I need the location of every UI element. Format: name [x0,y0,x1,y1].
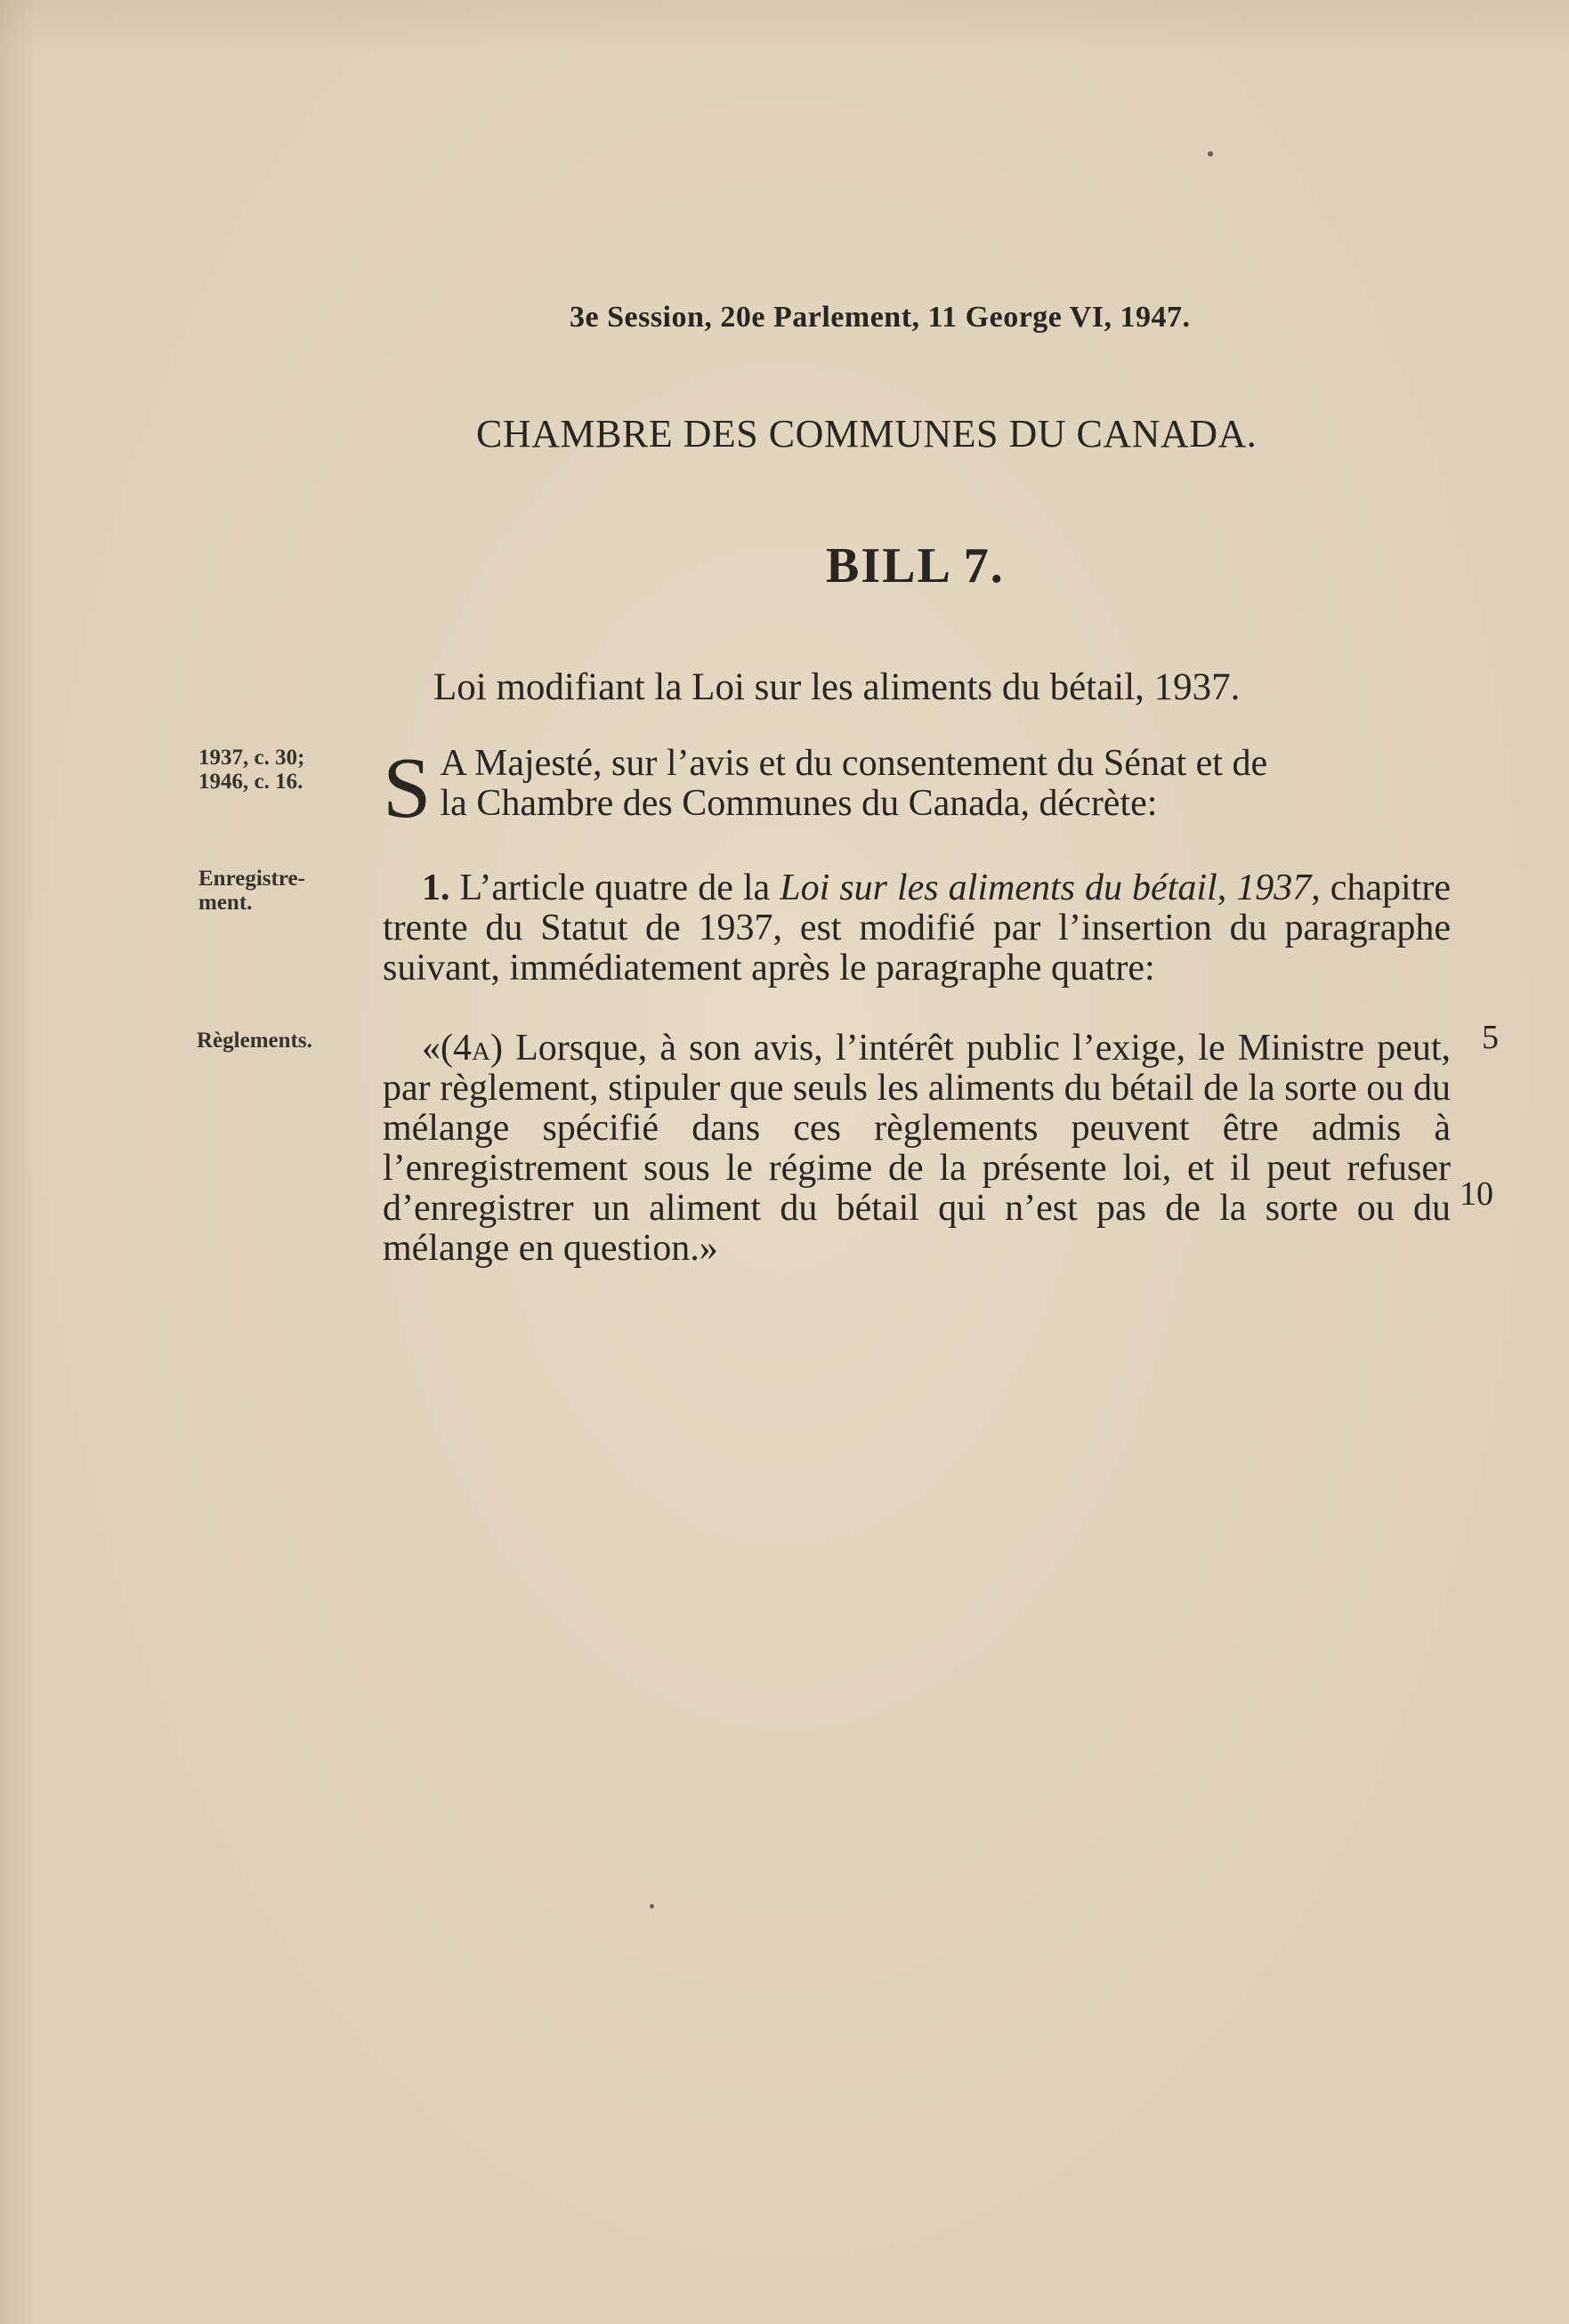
section-1 [383,868,1451,989]
margin-note-regulations: Règlements. [197,1029,312,1053]
house-heading: CHAMBRE DES COMMUNES DU CANADA. [476,412,1258,456]
paper-speck [1208,151,1213,157]
margin-note-reference-line1: 1937, c. 30; [198,746,305,770]
enacting-clause-line1: A Majesté, sur l’avis et du consentement du Sénat et de [440,743,1268,784]
line-number-10: 10 [1460,1175,1493,1213]
section-number: 1. [422,867,450,908]
act-title-italic: Loi sur les aliments du bétail, 1937 [780,867,1312,908]
section-1-text-end: , chapitre trente du Statut de 1937, est modifié par l’insertion du paragraphe suivant, immédiatement après le paragraphe quatre: [383,867,1452,989]
margin-note-registration-line1: Enregistre- [198,867,305,891]
drop-cap: S [383,740,432,836]
margin-note-reference-line2: 1946, c. 16. [198,770,303,794]
bill-number: BILL 7. [826,538,1005,593]
margin-note-registration-line2: ment. [198,891,253,915]
session-line: 3e Session, 20e Parlement, 11 George VI, 1947. [570,301,1191,334]
subsection-open: «(4 [422,1028,472,1069]
section-1-text-start: L’article quatre de la [459,867,780,908]
margin-note-registration [198,867,359,915]
line-number-5: 5 [1482,1019,1499,1056]
subsection-text: ) Lorsque, à son avis, l’intérêt public l’exige, le Ministre peut, par règlement, stipuler que seuls les aliments du bétail de la sorte ou du mélange spécifié dans ces règlements peuvent être admis à l’enregistrement sous le régime de la présente loi, et il peut refuser d’enregistrer un aliment du bétail qui n’est pas de la sorte ou du mélange en question.» [383,1028,1451,1269]
margin-note-reference [198,746,359,794]
subsection-4a [383,1029,1451,1269]
paper-speck [650,1904,654,1908]
subsection-letter: a [472,1028,490,1069]
enacting-clause [383,740,1451,836]
enacting-clause-line2: la Chambre des Communes du Canada, décrète: [440,783,1158,824]
bill-title: Loi modifiant la Loi sur les aliments du bétail, 1937. [433,666,1241,708]
